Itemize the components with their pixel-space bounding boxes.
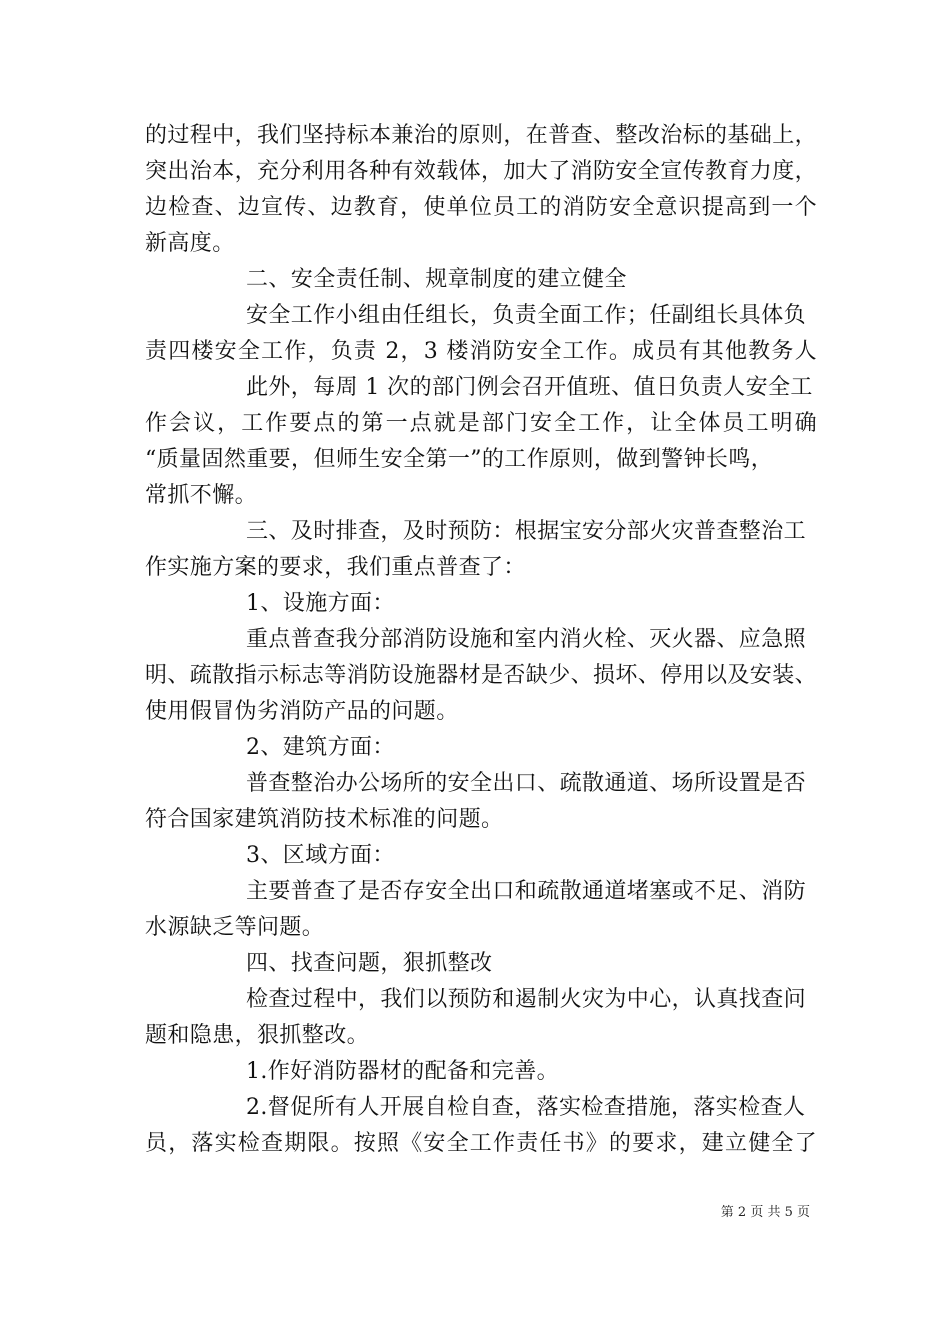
document-body — [145, 118, 817, 1162]
text-line: 员，落实检查期限。按照《安全工作责任书》的要求，建立健全了 — [145, 1131, 817, 1156]
text-line: 边检查、边宣传、边教育，使单位员工的消防安全意识提高到一个 — [145, 195, 817, 220]
text-line: 主要普查了是否存安全出口和疏散通道堵塞或不足、消防 — [246, 879, 807, 904]
text-line: 明、疏散指示标志等消防设施器材是否缺少、损坏、停用以及安装、 — [145, 663, 817, 688]
page-number-footer: 第 2 页 共 5 页 — [720, 1205, 810, 1220]
subsection-heading: 2、建筑方面： — [246, 735, 395, 760]
text-line: “质量固然重要，但师生安全第一”的工作原则，做到警钟长鸣， — [145, 447, 774, 472]
text-line: 突出治本，充分利用各种有效载体，加大了消防安全宣传教育力度， — [145, 159, 817, 184]
subsection-heading: 1、设施方面： — [246, 591, 395, 616]
text-line: 责四楼安全工作，负责 2，3 楼消防安全工作。成员有其他教务人 — [145, 339, 817, 364]
text-line: 此外，每周 1 次的部门例会召开值班、值日负责人安全工 — [246, 375, 813, 400]
text-line: 题和隐患，狠抓整改。 — [145, 1023, 370, 1048]
text-line: 重点普查我分部消防设施和室内消火栓、灭火器、应急照 — [246, 627, 807, 652]
list-item: 1.作好消防器材的配备和完善。 — [246, 1059, 559, 1084]
text-line: 新高度。 — [145, 231, 235, 256]
subsection-heading: 3、区域方面： — [246, 843, 395, 868]
section-heading: 三、及时排查，及时预防：根据宝安分部火灾普查整治工 — [246, 519, 807, 544]
text-line: 普查整治办公场所的安全出口、疏散通道、场所设置是否 — [246, 771, 807, 796]
text-line: 使用假冒伪劣消防产品的问题。 — [145, 699, 459, 724]
list-item: 2.督促所有人开展自检自查，落实检查措施，落实检查人 — [246, 1095, 806, 1120]
text-line: 作实施方案的要求，我们重点普查了： — [145, 555, 526, 580]
text-line: 安全工作小组由任组长，负责全面工作；任副组长具体负 — [246, 303, 807, 328]
text-line: 常抓不懈。 — [145, 483, 258, 508]
section-heading: 四、找查问题，狠抓整改 — [246, 951, 493, 976]
text-line: 水源缺乏等问题。 — [145, 915, 325, 940]
section-heading: 二、安全责任制、规章制度的建立健全 — [246, 267, 627, 292]
text-line: 作会议，工作要点的第一点就是部门安全工作，让全体员工明确 — [145, 411, 817, 436]
text-line: 符合国家建筑消防技术标准的问题。 — [145, 807, 504, 832]
text-line: 检查过程中，我们以预防和遏制火灾为中心，认真找查问 — [246, 987, 807, 1012]
text-line: 的过程中，我们坚持标本兼治的原则，在普查、整改治标的基础上， — [145, 123, 817, 148]
